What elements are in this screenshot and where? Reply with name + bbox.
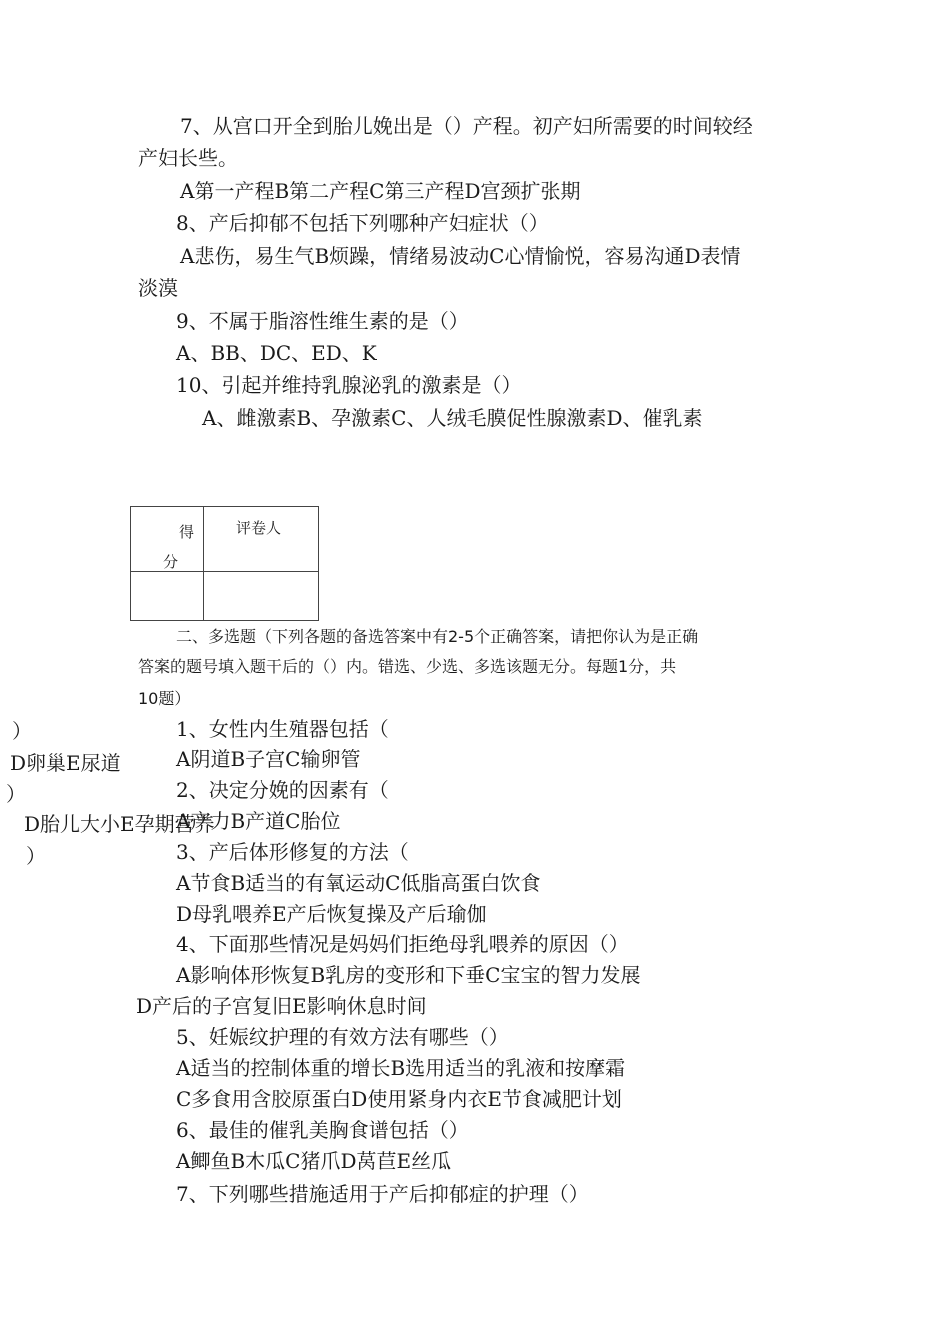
score-cell [131,507,204,572]
mq-6-text: 6、最佳的催乳美胸食谱包括（） [176,1118,469,1142]
section2-heading: 二、多选题（下列各题的备选答案中有2-5个正确答案，请把你认为是正确 [176,627,699,646]
score-label-a: 得 [179,523,195,541]
question-8-options: A悲伤，易生气B烦躁，情绪易波动C心情愉悦，容易沟通D表情 [180,244,741,268]
mq-2-options: A产力B产道C胎位 [176,809,341,833]
mq-1-text: 1、女性内生殖器包括（ [176,717,389,741]
margin-fragment-3: ） [6,782,26,806]
mq-4-options-cont: D产后的子宫复旧E影响休息时间 [136,994,427,1018]
reviewer-label: 评卷人 [236,519,282,537]
reviewer-cell [204,507,319,572]
mq-2-text: 2、决定分娩的因素有（ [176,778,389,802]
section2-heading-cont: 答案的题号填入题干后的（）内。错选、少选、多选该题无分。每题1分，共 [138,657,677,676]
margin-fragment-4: D胎儿大小E孕期营养 [24,812,215,836]
mq-4-options: A影响体形恢复B乳房的变形和下垂C宝宝的智力发展 [176,963,641,987]
mq-3-text: 3、产后体形修复的方法（ [176,840,409,864]
mq-5-text: 5、妊娠纹护理的有效方法有哪些（） [176,1025,509,1049]
mq-6-options: A鲫鱼B木瓜C猪爪D莴苣E丝瓜 [176,1149,452,1173]
margin-fragment-1: ） [12,719,32,743]
section2-heading-end: 10题） [138,689,191,708]
margin-fragment-5: ） [26,844,46,868]
mq-5-options: A适当的控制体重的增长B选用适当的乳液和按摩霜 [176,1056,626,1080]
score-table [130,506,319,621]
mq-5-options-cont: C多食用含胶原蛋白D使用紧身内衣E节食减肥计划 [176,1087,622,1111]
question-10-options: A、雌激素B、孕激素C、人绒毛膜促性腺激素D、催乳素 [202,406,703,430]
question-10-text: 10、引起并维持乳腺泌乳的激素是（） [176,373,522,397]
mq-3-options-cont: D母乳喂养E产后恢复操及产后瑜伽 [176,902,487,926]
reviewer-entry-cell [204,572,319,621]
score-entry-cell [131,572,204,621]
question-7-options: A第一产程B第二产程C第三产程D宫颈扩张期 [180,179,581,203]
mq-4-text: 4、下面那些情况是妈妈们拒绝母乳喂养的原因（） [176,932,629,956]
question-9-text: 9、不属于脂溶性维生素的是（） [176,309,469,333]
question-7-text: 7、从宫口开全到胎儿娩出是（）产程。初产妇所需要的时间较经 [180,114,753,138]
score-label-b: 分 [163,553,179,571]
question-8-options-cont: 淡漠 [138,276,178,300]
mq-1-options: A阴道B子宫C输卵管 [176,747,361,771]
margin-fragment-2: D卵巢E尿道 [10,751,121,775]
question-9-options: A、BB、DC、ED、K [176,341,377,365]
question-7-text-cont: 产妇长些。 [138,146,238,170]
question-8-text: 8、产后抑郁不包括下列哪种产妇症状（） [176,211,549,235]
mq-3-options: A节食B适当的有氧运动C低脂高蛋白饮食 [176,871,541,895]
mq-7-text: 7、下列哪些措施适用于产后抑郁症的护理（） [176,1182,589,1206]
